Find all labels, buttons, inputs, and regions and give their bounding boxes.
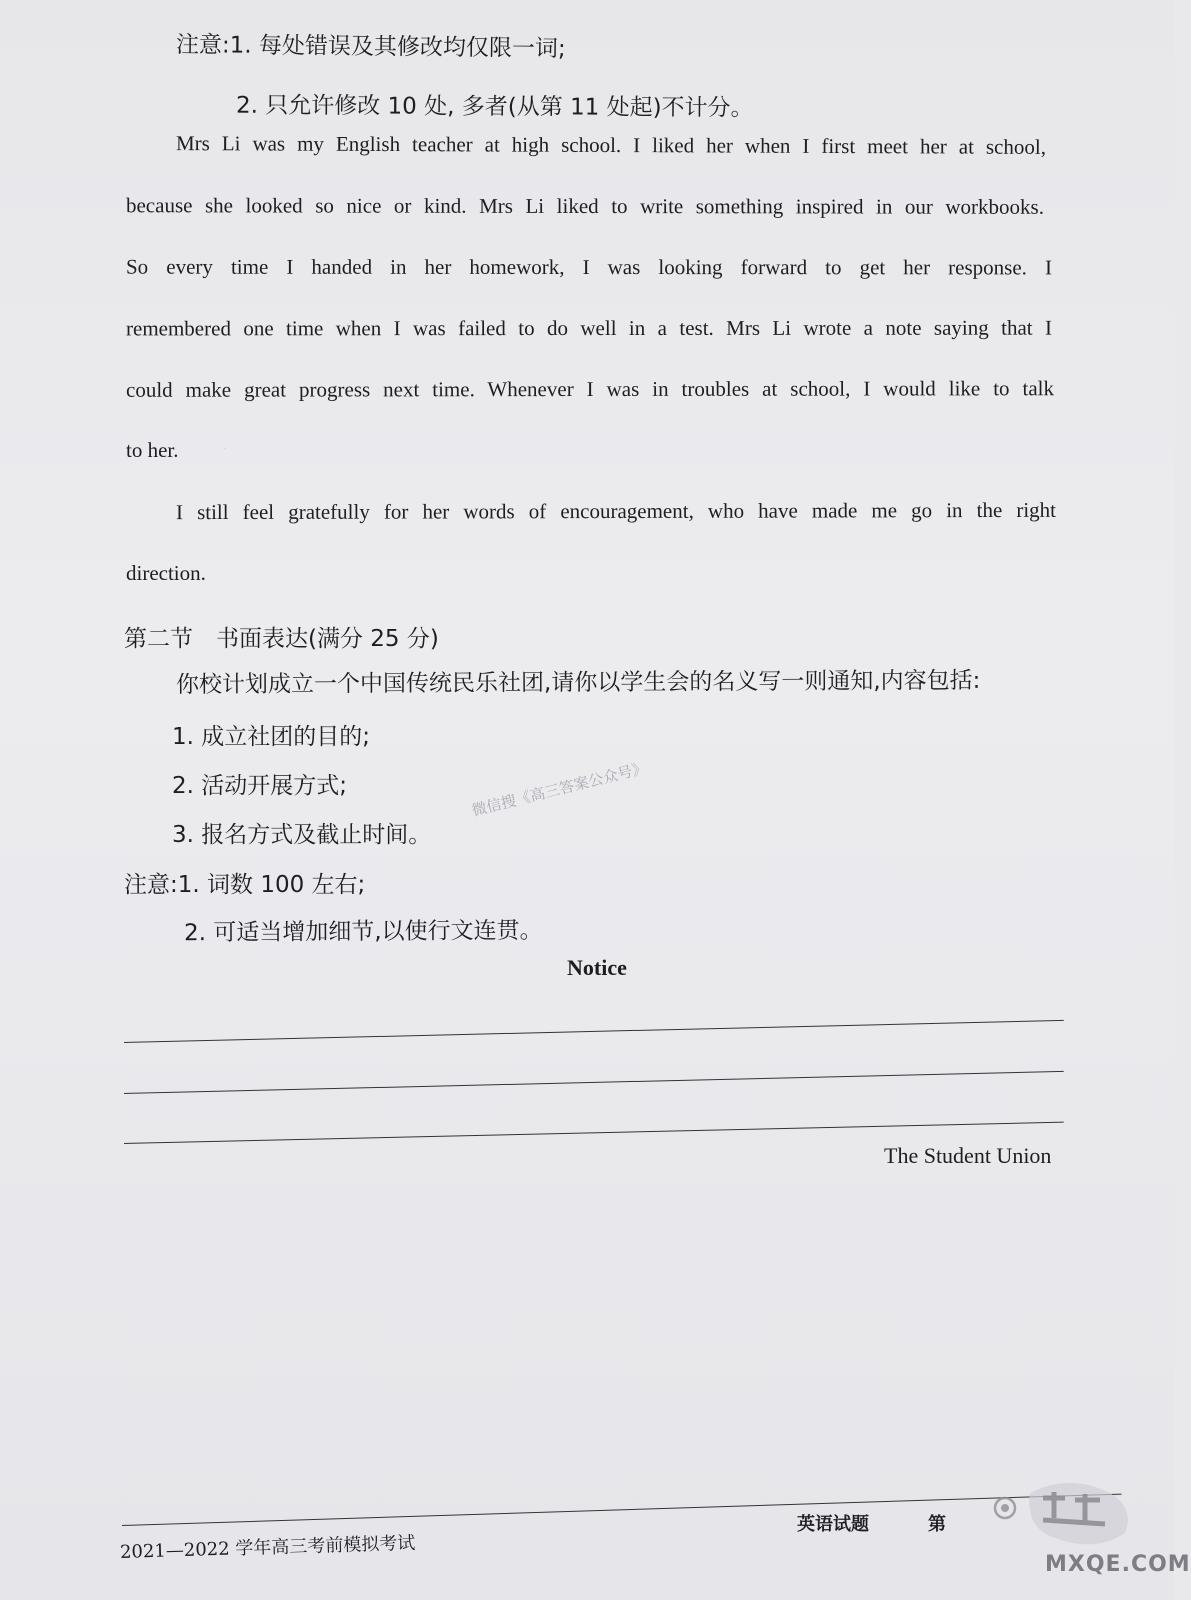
requirement-item-3: 3. 报名方式及截止时间。: [172, 822, 432, 848]
passage-line-7: I still feel gratefully for her words of encouragement, who have made me go in the right: [175, 497, 1057, 525]
footer-exam-title: 2021—2022 学年高三考前模拟考试: [119, 1532, 416, 1563]
writing-line-3: [124, 1122, 1064, 1144]
passage-line-8: direction.: [126, 561, 206, 585]
section2-intro: 你校计划成立一个中国传统民乐社团,请你以学生会的名义写一则通知,内容包括:: [175, 667, 981, 699]
note-line-1: 注意:1. 每处错误及其修改均仅限一词;: [175, 31, 566, 63]
section2-note-1: 注意:1. 词数 100 左右;: [124, 872, 366, 898]
passage-line-1: Mrs Li was my English teacher at high school. I liked her when I first meet her at school,: [175, 131, 1047, 159]
watermark-text: 微信搜《高三答案公众号》: [469, 758, 649, 820]
section2-note-2: 2. 可适当增加细节,以使行文连贯。: [183, 917, 543, 947]
writing-line-2: [124, 1071, 1064, 1094]
section2-heading: 第二节 书面表达(满分 25 分): [124, 626, 439, 652]
passage-line-5: could make great progress next time. Whenever I was in troubles at school, I would like to talk: [125, 376, 1055, 402]
writing-line-1: [124, 1020, 1064, 1043]
passage-line-6: to her.: [126, 438, 179, 462]
footer-rule: [122, 1494, 1122, 1526]
passage-line-4: remembered one time when I was failed to do well in a test. Mrs Li wrote a note saying that I: [125, 315, 1053, 341]
site-logo-text: MXQE.COM: [1045, 1552, 1191, 1577]
site-logo: [985, 1478, 1191, 1588]
notice-title: Notice: [567, 955, 627, 980]
tiny-watermark: ·: [224, 446, 226, 452]
passage-line-2: because she looked so nice or kind. Mrs Li liked to write something inspired in our workbooks.: [125, 193, 1045, 219]
requirement-item-1: 1. 成立社团的目的;: [172, 724, 371, 750]
note-line-2: 2. 只允许修改 10 处, 多者(从第 11 处起)不计分。: [235, 92, 754, 122]
footer-page-prefix: 第: [928, 1514, 946, 1535]
signature: The Student Union: [884, 1143, 1052, 1168]
footer-subject: 英语试题: [797, 1514, 869, 1535]
passage-line-3: So every time I handed in her homework, I was looking forward to get her response. I: [125, 254, 1053, 280]
requirement-item-2: 2. 活动开展方式;: [172, 773, 348, 799]
